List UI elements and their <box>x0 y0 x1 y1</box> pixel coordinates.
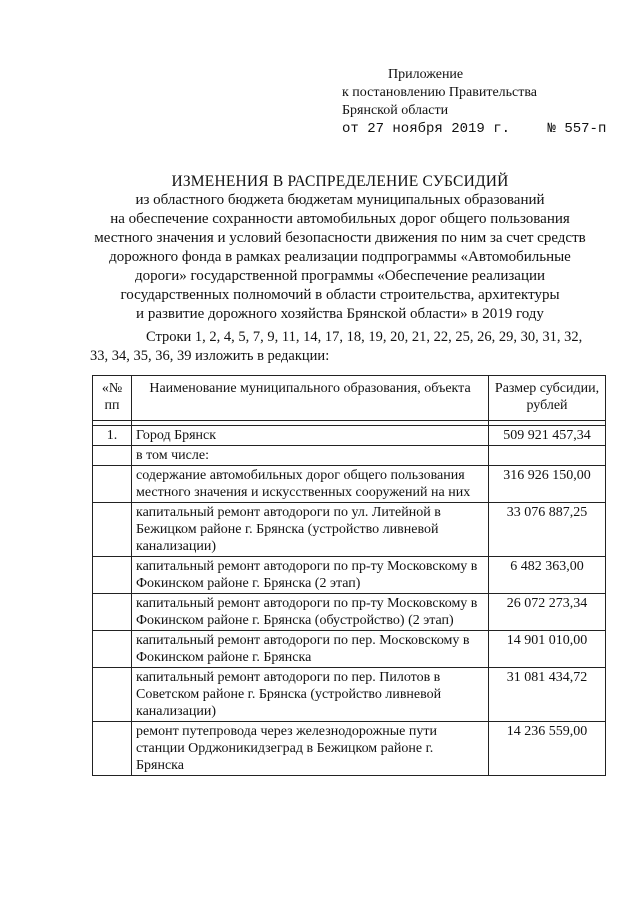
table-row <box>93 503 606 557</box>
row-amount: 33 076 887,25 <box>489 503 606 557</box>
lead-paragraph <box>90 328 630 366</box>
title-heading: ИЗМЕНЕНИЯ В РАСПРЕДЕЛЕНИЕ СУБСИДИЙ <box>171 173 509 190</box>
table-header-row <box>93 376 606 421</box>
annex-line-3: Брянской области <box>342 103 449 118</box>
title-line: дороги» государственной программы «Обеспечение реализации <box>134 268 546 284</box>
row-no <box>93 722 132 776</box>
title-line: государственных полномочий в области строительства, архитектуры <box>120 287 560 303</box>
annex-number: № 557-п <box>547 121 607 137</box>
table-row <box>93 446 606 466</box>
table-row <box>93 668 606 722</box>
lead-line-1: Строки 1, 2, 4, 5, 7, 9, 11, 14, 17, 18, 19, 20, 21, 22, 25, 26, 29, 30, 31, 32, <box>146 329 583 345</box>
table-row <box>93 426 606 446</box>
annex-line-2: к постановлению Правительства <box>342 85 538 100</box>
row-amount: 31 081 434,72 <box>489 668 606 722</box>
row-no <box>93 668 132 722</box>
document-title <box>60 172 620 324</box>
row-name: капитальный ремонт автодороги по пер. Московскому в Фокинском районе г. Брянска <box>132 631 489 668</box>
row-no <box>93 446 132 466</box>
table-row <box>93 466 606 503</box>
row-name: содержание автомобильных дорог общего пользования местного значения и искусственных сооружений на них <box>132 466 489 503</box>
annex-date-line <box>342 120 606 138</box>
row-name: ремонт путепровода через железнодорожные пути станции Орджоникидзеград в Бежицком районе г. Брянска <box>132 722 489 776</box>
header-amount: Размер субсидии, рублей <box>489 376 606 421</box>
row-amount: 14 901 010,00 <box>489 631 606 668</box>
row-amount: 26 072 273,34 <box>489 594 606 631</box>
row-amount: 14 236 559,00 <box>489 722 606 776</box>
title-line: и развитие дорожного хозяйства Брянской области» в 2019 году <box>136 306 544 322</box>
row-name: капитальный ремонт автодороги по ул. Литейной в Бежицком районе г. Брянска (устройство ливневой канализации) <box>132 503 489 557</box>
row-no: 1. <box>93 426 132 446</box>
row-amount: 509 921 457,34 <box>489 426 606 446</box>
row-name: капитальный ремонт автодороги по пер. Пилотов в Советском районе г. Брянска (устройство ливневой канализации) <box>132 668 489 722</box>
row-no <box>93 503 132 557</box>
table-row <box>93 594 606 631</box>
row-amount <box>489 446 606 466</box>
title-line: дорожного фонда в рамках реализации подпрограммы «Автомобильные <box>109 249 571 265</box>
annex-block <box>342 66 606 138</box>
row-amount: 6 482 363,00 <box>489 557 606 594</box>
row-amount: 316 926 150,00 <box>489 466 606 503</box>
row-no <box>93 631 132 668</box>
row-name: капитальный ремонт автодороги по пр-ту Московскому в Фокинском районе г. Брянска (2 этап) <box>132 557 489 594</box>
title-line: местного значения и условий безопасности движения по ним за счет средств <box>94 230 586 246</box>
lead-line-2: 33, 34, 35, 36, 39 изложить в редакции: <box>90 348 330 364</box>
title-line: из областного бюджета бюджетам муниципальных образований <box>135 192 545 208</box>
title-line: на обеспечение сохранности автомобильных дорог общего пользования <box>110 211 570 227</box>
row-no <box>93 594 132 631</box>
header-no: «№ пп <box>93 376 132 421</box>
table-row <box>93 557 606 594</box>
header-name: Наименование муниципального образования, объекта <box>132 376 489 421</box>
row-name: в том числе: <box>132 446 489 466</box>
row-name: капитальный ремонт автодороги по пр-ту Московскому в Фокинском районе г. Брянска (обустройство) (2 этап) <box>132 594 489 631</box>
table-row <box>93 722 606 776</box>
annex-title: Приложение <box>388 67 464 82</box>
table-row <box>93 631 606 668</box>
subsidy-table <box>92 375 606 776</box>
annex-date: от 27 ноября 2019 г. <box>342 121 511 137</box>
row-name: Город Брянск <box>132 426 489 446</box>
row-no <box>93 557 132 594</box>
row-no <box>93 466 132 503</box>
